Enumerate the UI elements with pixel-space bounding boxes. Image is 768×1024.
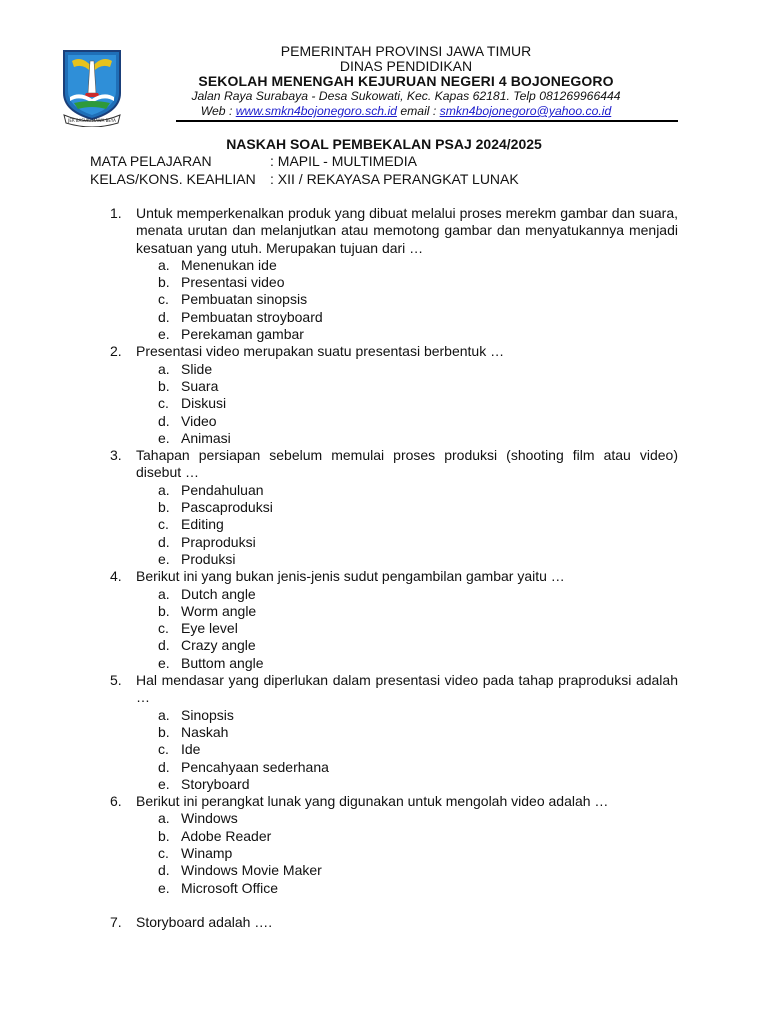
school-name: SEKOLAH MENENGAH KEJURUAN NEGERI 4 BOJONEGORO [198, 73, 614, 89]
option-letter: b. [158, 827, 170, 844]
question-number: 7. [110, 913, 122, 930]
option-text: Video [181, 412, 217, 429]
answer-option [110, 707, 678, 724]
document-title: NASKAH SOAL PEMBEKALAN PSAJ 2024/2025 [226, 136, 542, 152]
government-name: PEMERINTAH PROVINSI JAWA TIMUR [280, 43, 532, 59]
option-letter: c. [158, 741, 169, 758]
option-letter: a. [158, 256, 170, 273]
answer-option [110, 845, 678, 862]
email-link[interactable]: smkn4bojonegoro@yahoo.co.id [439, 104, 612, 118]
option-letter: e. [158, 775, 170, 792]
option-text: Eye level [181, 620, 238, 637]
option-letter: b. [158, 723, 170, 740]
question-text: Berikut ini perangkat lunak yang digunakan untuk mengolah video adalah … [136, 793, 609, 810]
option-text: Produksi [181, 550, 236, 567]
school-address: Jalan Raya Surabaya - Desa Sukowati, Kec. Kapas 62181. Telp 081269966444 [191, 89, 621, 103]
option-text: Crazy angle [181, 637, 256, 654]
option-letter: c. [158, 516, 169, 533]
option-text: Perekaman gambar [181, 326, 304, 343]
question-item [110, 793, 678, 897]
option-text: Windows [181, 810, 238, 827]
option-text: Storyboard [181, 775, 250, 792]
contact-line [130, 104, 682, 119]
answer-option [110, 586, 678, 603]
answer-option [110, 309, 678, 326]
answer-option [110, 810, 678, 827]
answer-option [110, 534, 678, 551]
option-letter: a. [158, 810, 170, 827]
option-letter: a. [158, 481, 170, 498]
option-text: Adobe Reader [181, 827, 272, 844]
answer-option [110, 499, 678, 516]
option-text: Animasi [181, 429, 231, 446]
option-text: Microsoft Office [181, 879, 278, 896]
option-list [110, 810, 678, 896]
web-label: Web : [200, 104, 236, 118]
option-letter: c. [158, 844, 169, 861]
option-letter: b. [158, 377, 170, 394]
answer-option [110, 430, 678, 447]
option-text: Sinopsis [181, 706, 234, 723]
option-list [110, 482, 678, 568]
option-letter: d. [158, 758, 170, 775]
option-text: Slide [181, 360, 213, 377]
option-letter: b. [158, 499, 170, 516]
option-text: Pencahyaan sederhana [181, 758, 329, 775]
option-letter: e. [158, 654, 170, 671]
option-text: Editing [181, 516, 224, 533]
answer-option [110, 862, 678, 879]
question-text: Presentasi video merupakan suatu presentasi berbentuk … [136, 343, 505, 360]
option-list [110, 361, 678, 447]
website-link[interactable]: www.smkn4bojonegoro.sch.id [235, 104, 397, 118]
option-text: Presentasi video [181, 274, 285, 291]
option-text: Diskusi [181, 395, 227, 412]
option-list [110, 586, 678, 672]
subject-value: : MAPIL - MULTIMEDIA [270, 153, 418, 169]
answer-option [110, 603, 678, 620]
option-letter: d. [158, 637, 170, 654]
option-text: Pascaproduksi [181, 499, 273, 516]
letterhead [130, 44, 682, 119]
answer-option [110, 257, 678, 274]
option-letter: b. [158, 602, 170, 619]
answer-option [110, 326, 678, 343]
option-text: Pendahuluan [181, 481, 264, 498]
option-letter: b. [158, 274, 170, 291]
option-letter: c. [158, 395, 169, 412]
question-item [110, 568, 678, 672]
option-letter: c. [158, 620, 169, 637]
question-text: Storyboard adalah …. [136, 913, 273, 930]
answer-option [110, 395, 678, 412]
option-text: Dutch angle [181, 585, 256, 602]
question-text: Hal mendasar yang diperlukan dalam presentasi video pada tahap praproduksi adalah … [136, 672, 678, 706]
answer-option [110, 620, 678, 637]
question-item [110, 447, 678, 568]
answer-option [110, 776, 678, 793]
answer-option [110, 880, 678, 897]
question-number: 4. [110, 568, 122, 585]
question-number: 2. [110, 343, 122, 360]
jawa-timur-crest-icon [60, 45, 124, 127]
option-text: Pembuatan stroyboard [181, 308, 323, 325]
option-text: Pembuatan sinopsis [181, 291, 308, 308]
question-list [110, 205, 678, 931]
question-item [110, 914, 678, 931]
option-text: Worm angle [181, 602, 257, 619]
option-letter: e. [158, 879, 170, 896]
answer-option [110, 516, 678, 533]
question-spacer [110, 897, 678, 914]
class-value: : XII / REKAYASA PERANGKAT LUNAK [270, 170, 519, 187]
question-number: 6. [110, 793, 122, 810]
answer-option [110, 655, 678, 672]
department-name: DINAS PENDIDIKAN [339, 58, 473, 74]
class-label: KELAS/KONS. KEAHLIAN [90, 170, 256, 187]
question-item [110, 205, 678, 343]
answer-option [110, 637, 678, 654]
option-text: Buttom angle [181, 654, 264, 671]
answer-option [110, 741, 678, 758]
answer-option [110, 291, 678, 308]
option-text: Suara [181, 377, 219, 394]
header-divider [176, 120, 678, 122]
option-letter: a. [158, 706, 170, 723]
answer-option [110, 759, 678, 776]
option-text: Naskah [181, 723, 229, 740]
svg-text:JER BASUKI MAWA BEYA: JER BASUKI MAWA BEYA [68, 118, 116, 123]
answer-option [110, 274, 678, 291]
answer-option [110, 551, 678, 568]
question-number: 3. [110, 447, 122, 464]
answer-option [110, 724, 678, 741]
option-letter: d. [158, 862, 170, 879]
answer-option [110, 482, 678, 499]
answer-option [110, 413, 678, 430]
email-label: email : [396, 104, 440, 118]
question-number: 1. [110, 205, 122, 221]
option-text: Ide [181, 741, 201, 758]
question-item [110, 343, 678, 447]
question-item [110, 672, 678, 793]
question-number: 5. [110, 672, 122, 689]
option-letter: e. [158, 326, 170, 343]
option-text: Menenukan ide [181, 256, 277, 273]
question-text: Untuk memperkenalkan produk yang dibuat melalui proses merekm gambar dan suara, menata urutan dan melanjutkan atau memotong gambar dan menyatukannya menjadi kesatuan yang utuh. Merupakan tujuan dari … [136, 205, 678, 256]
option-text: Windows Movie Maker [181, 862, 322, 879]
option-letter: a. [158, 360, 170, 377]
option-letter: a. [158, 585, 170, 602]
option-letter: d. [158, 308, 170, 325]
option-list [110, 707, 678, 793]
option-letter: e. [158, 429, 170, 446]
subject-label: MATA PELAJARAN [90, 153, 212, 169]
option-letter: e. [158, 550, 170, 567]
option-letter: d. [158, 412, 170, 429]
question-text: Berikut ini yang bukan jenis-jenis sudut pengambilan gambar yaitu … [136, 568, 565, 585]
question-text: Tahapan persiapan sebelum memulai proses produksi (shooting film atau video) disebut … [136, 447, 678, 481]
answer-option [110, 361, 678, 378]
option-letter: c. [158, 291, 169, 308]
option-text: Praproduksi [181, 533, 256, 550]
option-text: Winamp [181, 844, 233, 861]
option-letter: d. [158, 533, 170, 550]
option-list [110, 257, 678, 343]
answer-option [110, 828, 678, 845]
answer-option [110, 378, 678, 395]
